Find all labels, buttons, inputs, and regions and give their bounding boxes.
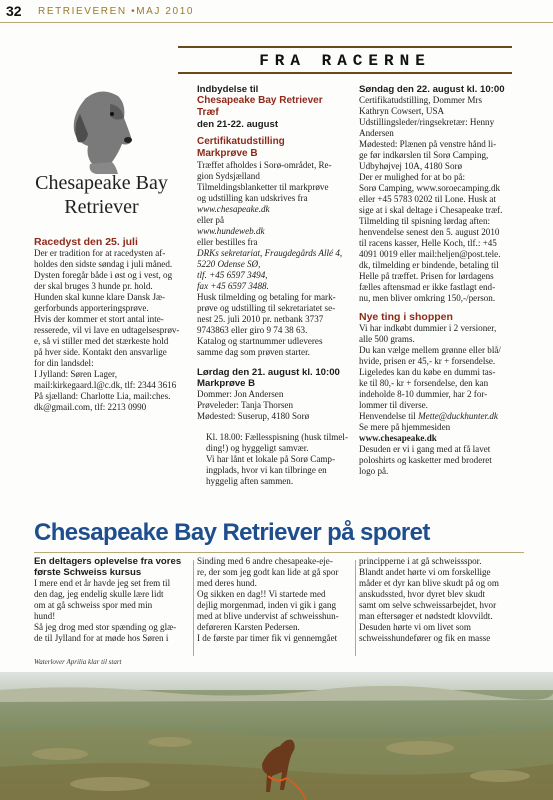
shop-heading: Nye ting i shoppen [359, 311, 453, 323]
text-line: ge før indkørslen til Sorø Camping, [359, 150, 489, 160]
text-line: nu, men bliver omkring 150,-/person. [359, 293, 496, 303]
text-line: måder et dyr kan blive skudt på og om [359, 578, 499, 588]
text-line: Certifikatudstilling, Dommer Mrs [359, 95, 483, 105]
text-line: Prøveleder: Tanja Thorsen [197, 400, 293, 410]
racedyst-heading: Racedyst den 25. juli [34, 236, 138, 248]
sporet-text-2 [197, 556, 352, 644]
text-line: Træffet afholdes i Sorø-området, Re- [197, 160, 332, 170]
link-chesapeake[interactable]: www.chesapeake.dk [197, 204, 270, 214]
text-line: med at blive undervist af schweisshun- [197, 611, 339, 621]
text-line: Kl. 18.00: Fællesspisning (husk tilmel- [206, 432, 348, 442]
contact-line [359, 411, 514, 422]
text-line: på hver side. Kontakt den ansvarlige [34, 347, 167, 357]
text-line: sige at i skal deltage i Chesapeake træf. [359, 205, 503, 215]
text-line: Katalog og startnummer udleveres [197, 336, 323, 346]
text-line: anskudssted, hvor dyret blev skudt [359, 589, 486, 599]
text-line: dk, tilmelding er bindende, betaling til [359, 260, 499, 270]
title-bar-bottom [178, 72, 512, 74]
text-line: gerforbunds apporteringsprøve. [34, 303, 149, 313]
column-rule-2 [355, 560, 356, 656]
text-line: poloshirts og kasketter med broderet [359, 455, 492, 465]
sporet-text-3 [359, 556, 514, 644]
text-line: Markprøve B [197, 378, 256, 389]
saturday-text [197, 389, 352, 422]
text-line: Så jeg drog med stor spænding og glæ- [34, 622, 177, 632]
text-line: holdes den sidste søndag i juli måned. [34, 259, 173, 269]
text-line: Dommer: Jon Andersen [197, 389, 284, 399]
text-line: den dag, jeg endelig skulle lære lidt [34, 589, 164, 599]
text-line: prøve og udstilling til sekretariatet se- [197, 303, 336, 313]
text-line: Tilmelding til spisning lørdag aften: [359, 216, 491, 226]
cert-text [197, 160, 352, 204]
home-url[interactable]: www.chesapeake.dk [359, 433, 437, 443]
evening-text [197, 432, 352, 487]
invitation-intro [197, 84, 352, 95]
shop-text [359, 323, 514, 411]
column-sunday [359, 84, 514, 477]
text-line: schweisshundefører og fik en masse [359, 633, 491, 643]
text-line: samt om selve schweissarbejdet, hvor [359, 600, 497, 610]
text-line: 5220 Odense SØ, [197, 259, 261, 269]
text-line: Hunden skal kunne klare Dansk Jæ- [34, 292, 166, 302]
dog-head-icon [66, 84, 136, 174]
text-line: lommer til diverse. [359, 400, 428, 410]
text-line: for din landsdel: [34, 358, 94, 368]
event-title [197, 95, 352, 119]
text-line: Mødested: Plænen på venstre hånd li- [359, 139, 497, 149]
column-invitation [197, 84, 352, 487]
text-line: Hvis der kommer et stort antal inte- [34, 314, 164, 324]
text-line: re, der som jeg godt kan lide at gå spor [197, 567, 339, 577]
racedyst-text [34, 248, 184, 413]
text-line: første Schweiss kursus [34, 567, 142, 578]
text-line: Der er mulighed for at bo på: [359, 172, 466, 182]
text-line: dk@gmail.com, tlf: 2213 0990 [34, 402, 147, 412]
photo-caption: Waterlover Aprilia klar til start [34, 658, 122, 666]
text-line: nest 25. juli 2010 pr. netbank 3737 [197, 314, 324, 324]
page-number: 32 [6, 3, 22, 19]
text-line: DRKs sekretariat, Fraugdegårds Allé 4, [197, 248, 343, 258]
text-line: de til Jylland for at møde hos Søren i [34, 633, 169, 643]
text-line: Udbyhøjvej 10A, 4180 Sorø [359, 161, 463, 171]
column-racedyst [34, 236, 184, 413]
text-line: fax +45 6597 3488. [197, 281, 269, 291]
text-line: En deltagers oplevelse fra vores [34, 556, 182, 567]
club-logo [24, 78, 179, 233]
sunday-heading [359, 84, 514, 95]
field-photo [0, 672, 553, 800]
sporet-column-2 [197, 556, 352, 644]
saturday-heading [197, 367, 352, 389]
text-line: Mødested: Suserup, 4180 Sorø [197, 411, 310, 421]
text-line: Husk tilmelding og betaling for mark- [197, 292, 336, 302]
payment-text [197, 292, 352, 358]
text-line: logo på. [359, 466, 389, 476]
text-line: Markprøve B [197, 148, 258, 159]
sporet-subheading [34, 556, 189, 578]
text-line: den 21-22. august [197, 119, 279, 130]
section-title: FRA RACERNE [259, 52, 431, 70]
text-line: eller +45 5783 0202 til Lone. Husk at [359, 194, 496, 204]
text-line: Søndag den 22. august kl. 10:00 [359, 84, 505, 95]
text-line: Og sikken en dag!! Vi startede med [197, 589, 326, 599]
text-line: Ligeledes kan du købe en dummi tas- [359, 367, 496, 377]
text-line: alle 500 grams. [359, 334, 415, 344]
text-line: principperne i at gå schweissspor. [359, 556, 482, 566]
text-line: Kathryn Cowsert, USA [359, 106, 445, 116]
event-dates [197, 119, 352, 130]
contact-email[interactable]: Mette@duckhunter.dk [418, 411, 498, 421]
cert-heading [197, 136, 352, 160]
logo-text-line1: Chesapeake Bay [35, 172, 168, 194]
text-line: I de første par timer fik vi gennemgået [197, 633, 338, 643]
text-line: hund! [34, 611, 56, 621]
text-line: tlf. +45 6597 3494, [197, 270, 268, 280]
text-line: Der er tradition for at racedysten af- [34, 248, 166, 258]
text-line: gion Sydsjælland [197, 171, 260, 181]
text-line: e, så vi stiller med det stærkeste hold [34, 336, 169, 346]
contact-label: Henvendelse til [359, 411, 416, 421]
text-line: Andersen [359, 128, 394, 138]
text-line: Blandt andet hørte vi om forskellige [359, 567, 491, 577]
text-line: fælles aftensmad er ikke fastlagt end- [359, 282, 496, 292]
text-line: 4091 0019 eller mail:heljen@post.tele. [359, 249, 501, 259]
text-line: ingplads, hvor vi kan tilbringe en [206, 465, 327, 475]
text-line: hyggelig aften sammen. [206, 476, 294, 486]
text-line: Vi har lånt et lokale på Sorø Camp- [206, 454, 336, 464]
sunday-text [359, 95, 514, 304]
title-bar-top [178, 46, 512, 48]
logo-text-line2: Retriever [64, 196, 139, 218]
merch-text [359, 444, 514, 477]
text-line: Du kan vælge mellem grønne eller blå/ [359, 345, 501, 355]
text-line: Sorø Camping, www.soroecamping.dk [359, 183, 501, 193]
sporet-column-1 [34, 556, 189, 644]
drk-address [197, 248, 352, 292]
text-line: med deres hund. [197, 578, 257, 588]
text-line: I mere end et år havde jeg set frem til [34, 578, 171, 588]
home-label: Se mere på hjemmesiden [359, 422, 451, 432]
text-line: Desuden hørte vi om livet som [359, 622, 471, 632]
text-line: 9743863 eller giro 9 74 38 63. [197, 325, 308, 335]
text-line: Udstillingsleder/ringsekretær: Henny [359, 117, 495, 127]
text-line: Dysten foregår både i øst og i vest, og [34, 270, 173, 280]
text-line: Træf [197, 107, 219, 118]
text-line: Certifikatudstilling [197, 136, 285, 147]
text-line: man eftersøger et nødstedt klovvildt. [359, 611, 493, 621]
header-divider [0, 22, 553, 23]
sporet-title: Chesapeake Bay Retriever på sporet [34, 519, 430, 546]
sporet-column-3 [359, 556, 514, 644]
text-line: Chesapeake Bay Retriever [197, 95, 323, 106]
text-line: Tilmeldingsblanketter til markprøve [197, 182, 329, 192]
text-line: indeholde 8-10 dummier, har 2 for- [359, 389, 488, 399]
text-line: Sinding med 6 andre chesapeake-eje- [197, 556, 333, 566]
text-line: deføreren Karsten Pedersen. [197, 622, 300, 632]
text-line: om at gå schweiss spor med min [34, 600, 153, 610]
sporet-divider [34, 552, 524, 553]
column-rule-1 [193, 560, 194, 656]
text-line: På sjælland: Charlotte Lia, mail:ches. [34, 391, 171, 401]
text-line: Lørdag den 21. august kl. 10:00 [197, 367, 340, 378]
text-line: Vi har indkøbt dummier i 2 versioner, [359, 323, 497, 333]
text-line: Desuden er vi i gang med at få lavet [359, 444, 491, 454]
or-text-2: eller bestilles fra [197, 237, 258, 247]
magazine-name: RETRIEVEREN •MAJ 2010 [38, 6, 195, 17]
text-line: Helle på træffet. Prisen for lørdagens [359, 271, 494, 281]
text-line: samme dag som prøven starter. [197, 347, 310, 357]
text-line: resserede, vil vi lave en udtagelsesprøv- [34, 325, 180, 335]
text-line: hvide, prisen er 45,- kr + forsendelse. [359, 356, 496, 366]
text-line: ding!) og hyggeligt samvær. [206, 443, 309, 453]
text-line: der skal bruges 3 hunde pr. hold. [34, 281, 153, 291]
text-line: I Jylland: Søren Lager, [34, 369, 117, 379]
or-text-1: eller på [197, 215, 225, 225]
text-line: mail:kirkegaard.l@c.dk, tlf: 2344 3616 [34, 380, 177, 390]
text-line: dejlig morgenmad, inden vi gik i gang [197, 600, 336, 610]
link-hundeweb[interactable]: www.hundeweb.dk [197, 226, 265, 236]
text-line: Indbydelse til [197, 84, 259, 95]
text-line: og udstilling kan udskrives fra [197, 193, 308, 203]
text-line: henvendelse senest den 5. august 2010 [359, 227, 500, 237]
text-line: til racens kasser, Helle Koch, tlf.: +45 [359, 238, 497, 248]
text-line: ke til 80,- kr + forsendelse, den kan [359, 378, 489, 388]
sporet-text-1 [34, 578, 189, 644]
